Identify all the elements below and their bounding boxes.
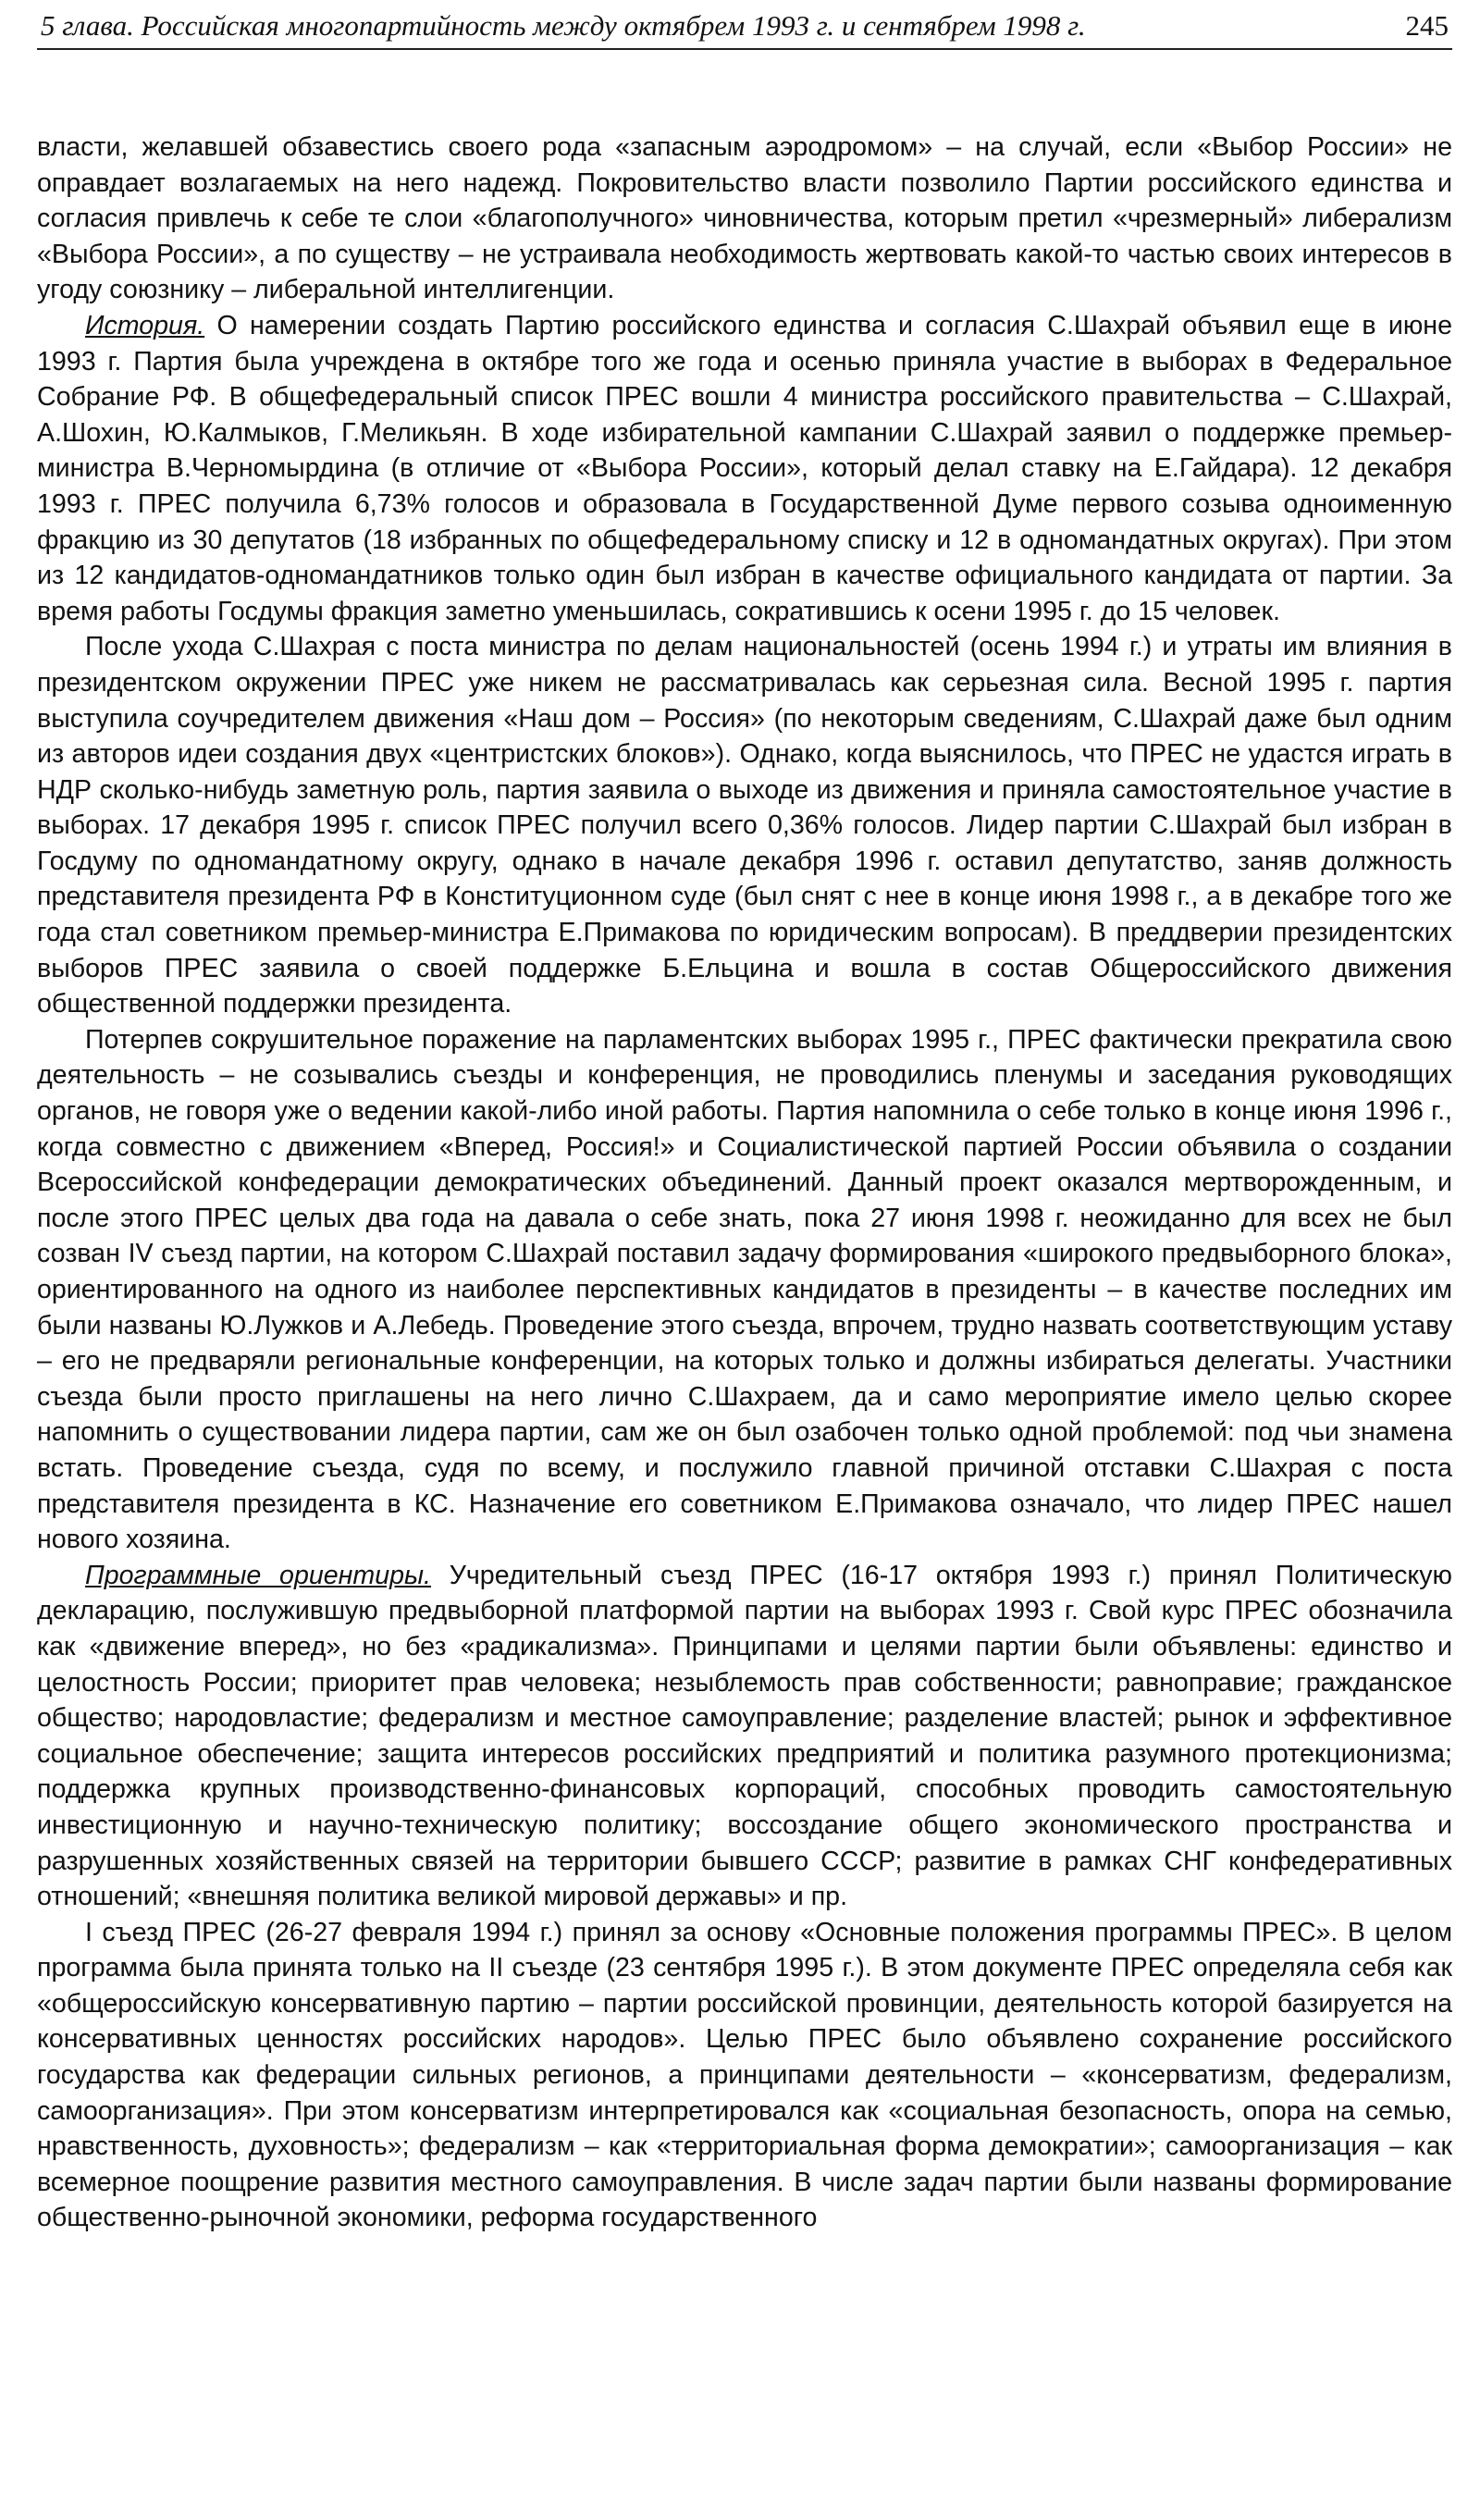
running-header <box>37 0 1452 50</box>
paragraph-continuation <box>37 130 1452 308</box>
paragraph-defeat-1995 <box>37 1022 1452 1558</box>
section-heading-program: Программные ориентиры. <box>85 1560 431 1590</box>
paragraph-text: Учредительный съезд ПРЕС (16-17 октября 1993 г.) принял Политическую декларацию, послужившую предвыборной платформой партии на выборах 1993 г. Свой курс ПРЕС обозначила как «движение вперед», но без «радикализма». Принципами и целями партии были объявлены: единство и целостность России; приоритет прав человека; незыблемость прав собственности; равноправие; гражданское общество; народовластие; федерализм и местное самоуправление; разделение властей; рынок и эффективное социальное обеспечение; защита интересов российских предприятий и политика разумного протекционизма; поддержка крупных производственно-финансовых корпораций, способных проводить самостоятельную инвестиционную и научно-техническую политику; воссоздание общего экономического пространства и разрушенных хозяйственных связей на территории бывшего СССР; развитие в рамках СНГ конфедеративных отношений; «внешняя политика великой мировой державы» и пр. <box>37 1560 1452 1912</box>
paragraph-text: I съезд ПРЕС (26-27 февраля 1994 г.) принял за основу «Основные положения программы ПРЕС». В целом программа была принята только на II съезде (23 сентября 1995 г.). В этом документе ПРЕС определяла себя как «общероссийскую консервативную партию – партии российской провинции, деятельность которой базируется на консервативных ценностях российских народов». Целью ПРЕС было объявлено сохранение российского государства как федерации сильных регионов, а принципами деятельности – «консерватизм, федерализм, самоорганизация». При этом консерватизм интерпретировался как «социальная безопасность, опора на семью, нравственность, духовность»; федерализм – как «территориальная форма демократии»; самоорганизация – как всемерное поощрение развития местного самоуправления. В числе задач партии были названы формирование общественно-рыночной экономики, реформа государственного <box>37 1917 1452 2233</box>
body-text <box>37 130 1452 2236</box>
paragraph-after-shakhrai <box>37 629 1452 1022</box>
page-number: 245 <box>1405 9 1449 42</box>
paragraph-program <box>37 1558 1452 1915</box>
paragraph-history <box>37 308 1452 629</box>
paragraph-text: О намерении создать Партию российского единства и согласия С.Шахрай объявил еще в июне 1993 г. Партия была учреждена в октябре того же года и осенью приняла участие в выборах в Федеральное Собрание РФ. В общефедеральный список ПРЕС вошли 4 министра российского правительства – С.Шахрай, А.Шохин, Ю.Калмыков, Г.Меликьян. В ходе избирательной кампании С.Шахрай заявил о поддержке премьер-министра В.Черномырдина (в отличие от «Выбора России», который делал ставку на Е.Гайдара). 12 декабря 1993 г. ПРЕС получила 6,73% голосов и образовала в Государственной Думе первого созыва одноименную фракцию из 30 депутатов (18 избранных по общефедеральному списку и 12 в одномандатных округах). При этом из 12 кандидатов-одномандатников только один был избран в качестве официального кандидата от партии. За время работы Госдумы фракция заметно уменьшилась, сократившись к осени 1995 г. до 15 человек. <box>37 310 1452 626</box>
book-page <box>37 0 1452 2236</box>
paragraph-text: Потерпев сокрушительное поражение на парламентских выборах 1995 г., ПРЕС фактически прекратила свою деятельность – не созывались съезды и конференция, не проводились пленумы и заседания руководящих органов, не говоря уже о ведении какой-либо иной работы. Партия напомнила о себе только в конце июня 1996 г., когда совместно с движением «Вперед, Россия!» и Социалистической партией России объявила о создании Всероссийской конфедерации демократических объединений. Данный проект оказался мертворожденным, и после этого ПРЕС целых два года на давала о себе знать, пока 27 июня 1998 г. неожиданно для всех не был созван IV съезд партии, на котором С.Шахрай поставил задачу формирования «широкого предвыборного блока», ориентированного на одного из наиболее перспективных кандидатов в президенты – в качестве последних им были названы Ю.Лужков и А.Лебедь. Проведение этого съезда, впрочем, трудно назвать соответствующим уставу – его не предваряли региональные конференции, на которых только и должны избираться делегаты. Участники съезда были просто приглашены на него лично С.Шахраем, да и само мероприятие имело целью скорее напомнить о существовании лидера партии, сам же он был озабочен только одной проблемой: под чьи знамена встать. Проведение съезда, судя по всему, и послужило главной причиной отставки С.Шахрая с поста представителя президента в КС. Назначение его советником Е.Примакова означало, что лидер ПРЕС нашел нового хозяина. <box>37 1024 1452 1555</box>
chapter-title: 5 глава. Российская многопартийность между октябрем 1993 г. и сентябрем 1998 г. <box>41 9 1086 42</box>
section-heading-history: История. <box>85 310 205 340</box>
paragraph-text: власти, желавшей обзавестись своего рода «запасным аэродромом» – на случай, если «Выбор России» не оправдает возлагаемых на него надежд. Покровительство власти позволило Партии российского единства и согласия привлечь к себе те слои «благополучного» чиновничества, которым претил «чрезмерный» либерализм «Выбора России», а по существу – не устраивала необходимость жертвовать какой-то частью своих интересов в угоду союзнику – либеральной интеллигенции. <box>37 132 1452 305</box>
paragraph-first-congress <box>37 1915 1452 2236</box>
paragraph-text: После ухода С.Шахрая с поста министра по делам национальностей (осень 1994 г.) и утраты им влияния в президентском окружении ПРЕС уже никем не рассматривалась как серьезная сила. Весной 1995 г. партия выступила соучредителем движения «Наш дом – Россия» (по некоторым сведениям, С.Шахрай даже был одним из авторов идеи создания двух «центристских блоков»). Однако, когда выяснилось, что ПРЕС не удастся играть в НДР сколько-нибудь заметную роль, партия заявила о выходе из движения и приняла самостоятельное участие в выборах. 17 декабря 1995 г. список ПРЕС получил всего 0,36% голосов. Лидер партии С.Шахрай был избран в Госдуму по одномандатному округу, однако в начале декабря 1996 г. оставил депутатство, заняв должность представителя президента РФ в Конституционном суде (был снят с нее в конце июня 1998 г., а в декабре того же года стал советником премьер-министра Е.Примакова по юридическим вопросам). В преддверии президентских выборов ПРЕС заявила о своей поддержке Б.Ельцина и вошла в состав Общероссийского движения общественной поддержки президента. <box>37 632 1452 1019</box>
